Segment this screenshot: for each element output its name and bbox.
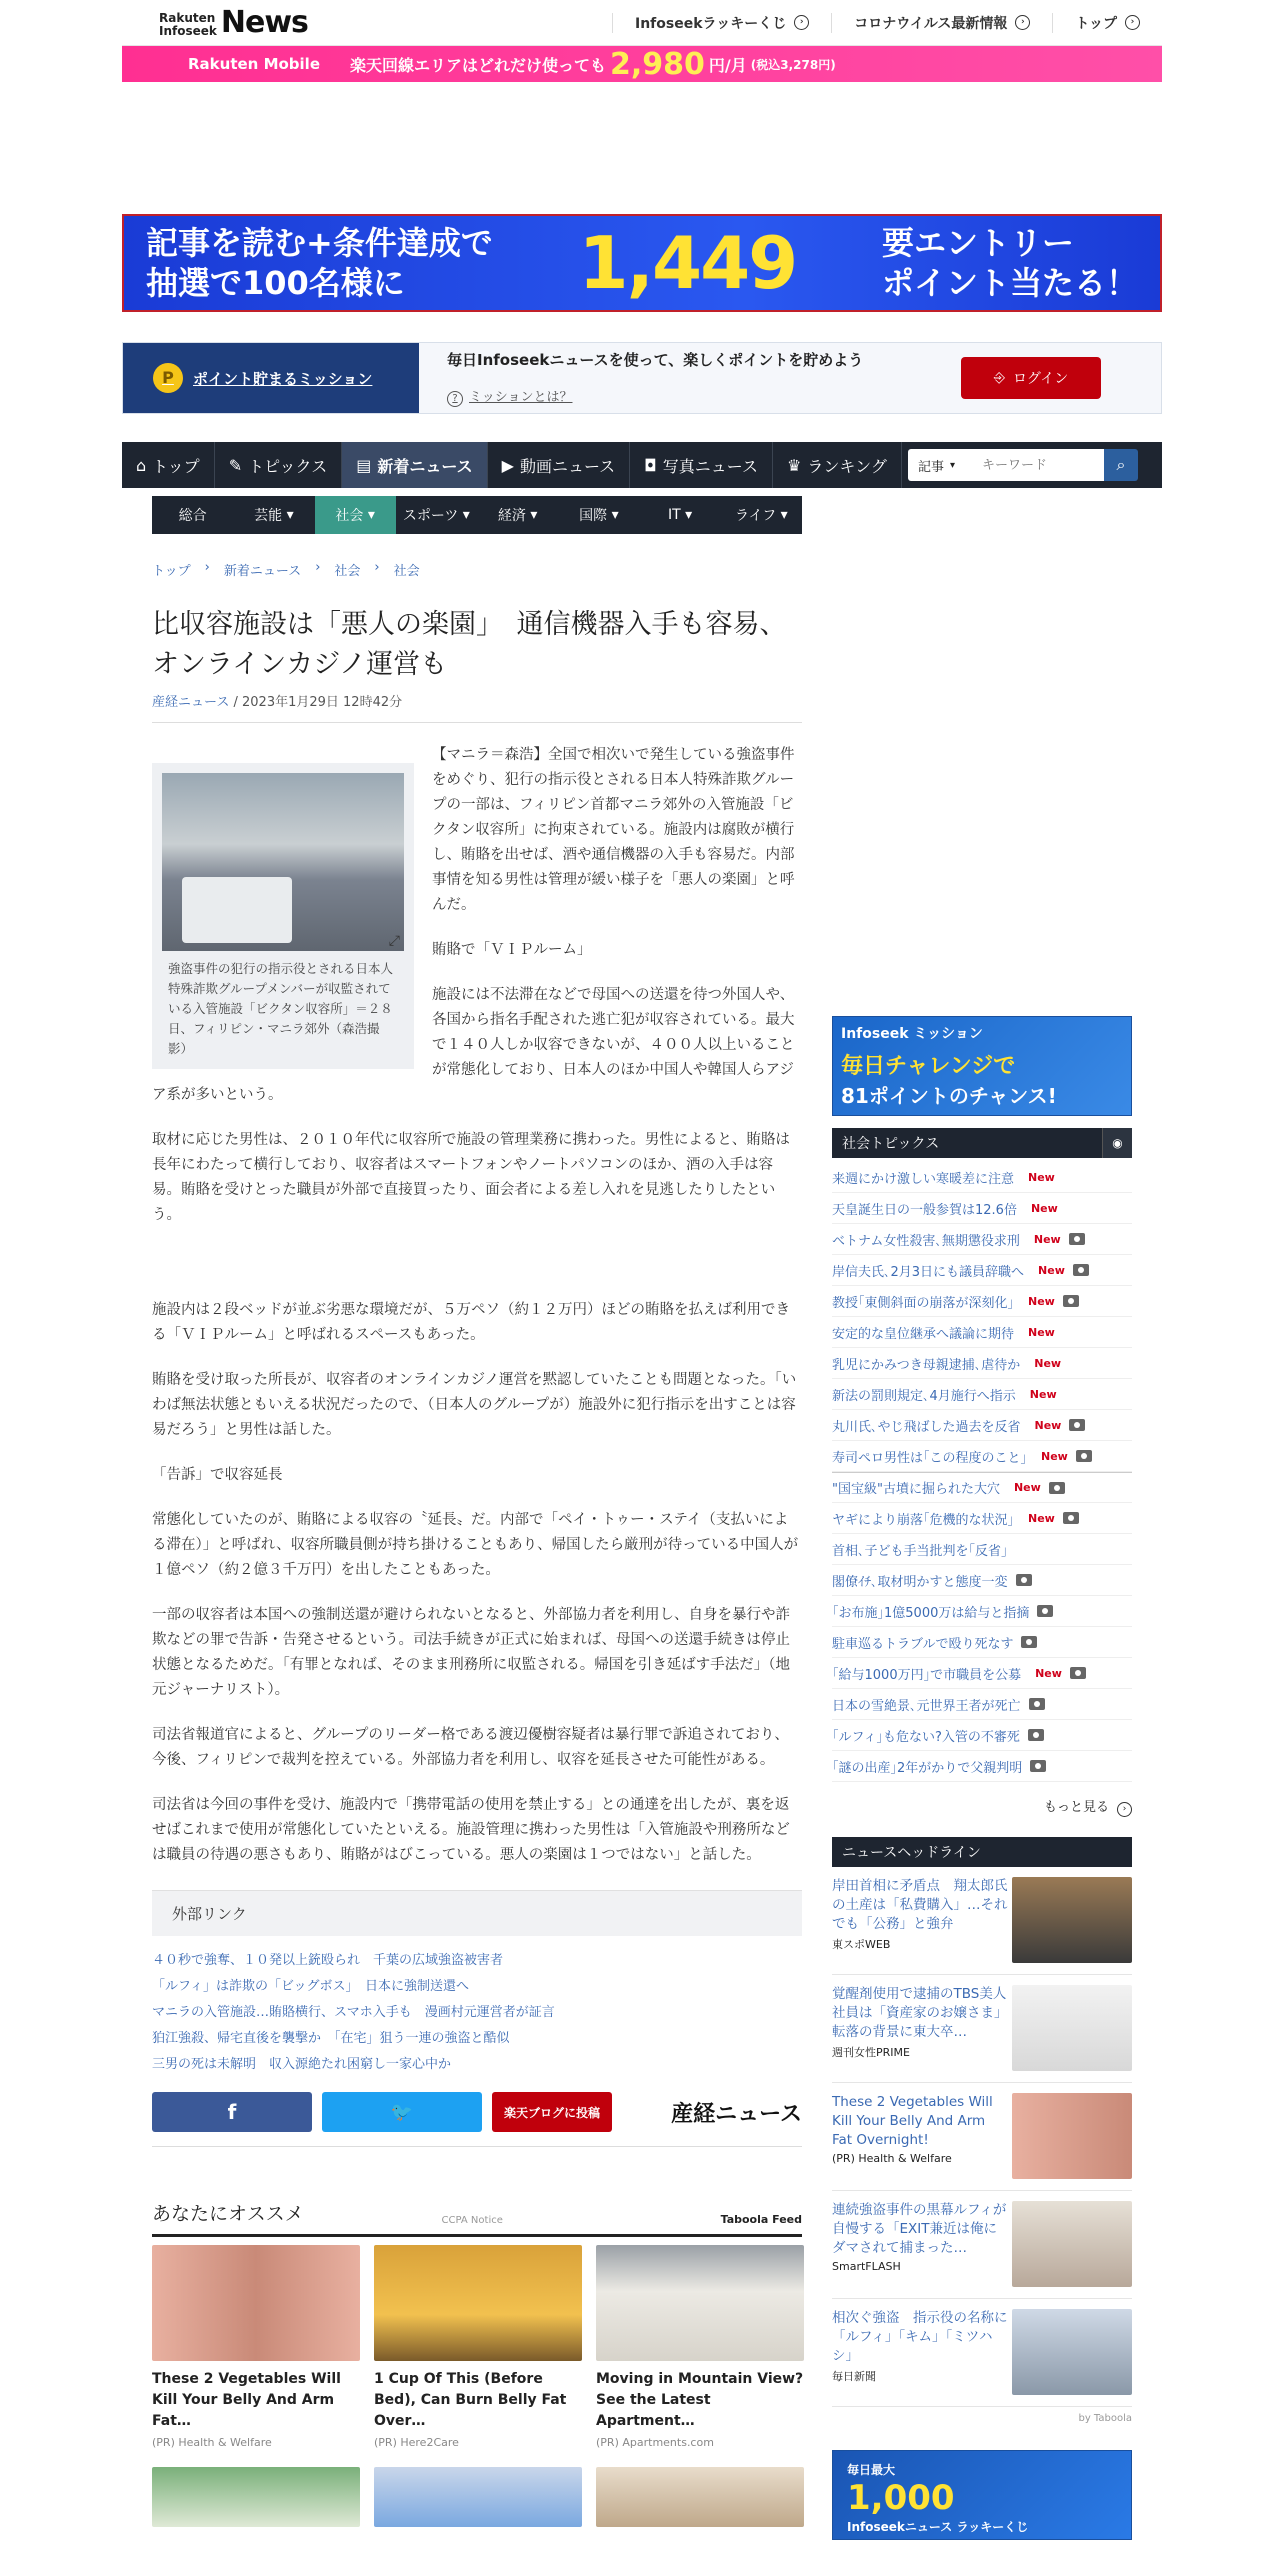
topic-label: ヤギにより崩落｢危機的な状況｣ — [832, 1512, 1015, 1528]
campaign-banner[interactable] — [122, 214, 1162, 312]
topic-item[interactable] — [832, 1286, 1132, 1317]
mission-ad[interactable] — [832, 1016, 1132, 1116]
mission-button[interactable] — [123, 343, 419, 413]
topic-item[interactable] — [832, 1503, 1132, 1534]
document-icon: ▤ — [356, 455, 372, 475]
twitter-share-button[interactable]: 🐦 — [322, 2092, 482, 2132]
topic-label: 駐車巡るトラブルで殴り死なす — [832, 1636, 1014, 1652]
page — [122, 0, 1162, 488]
camera-icon — [1076, 1450, 1092, 1462]
topic-item[interactable] — [832, 1193, 1132, 1224]
headline-title: 相次ぐ強盗 指示役の名称に「ルフィ」「キム」「ミツハシ」 — [832, 2310, 1008, 2364]
top-link-home[interactable] — [1052, 13, 1162, 33]
tab-label: スポーツ — [402, 508, 459, 524]
card-source: (PR) Here2Care — [374, 2436, 459, 2449]
mission-text: 毎日Infoseekニュースを使って、楽しくポイントを貯めよう — [447, 351, 864, 369]
divider — [152, 2146, 802, 2147]
headline-text-block — [832, 1985, 1008, 2072]
tab-economy[interactable]: 経済 ▾ — [497, 507, 538, 524]
recommend-cards — [152, 2245, 802, 2449]
top-links — [612, 13, 1162, 33]
topics-list — [832, 1158, 1132, 1782]
nav-label: トップ — [152, 456, 200, 476]
search-type-select[interactable] — [908, 449, 974, 481]
card-source: (PR) Health & Welfare — [152, 2436, 272, 2449]
mission-ad-title: Infoseek ミッション — [841, 1026, 983, 1042]
article-subheading: 賄賂で「ＶＩＰルーム」 — [432, 942, 592, 958]
sidebar — [832, 1016, 1132, 2540]
ad-brand: Rakuten Mobile — [188, 55, 320, 73]
topic-label: ｢給与1000万円｣で市職員を公募 — [832, 1667, 1022, 1683]
mission-ad-line2: 81ポイントのチャンス! — [841, 1084, 1057, 1108]
article-title: 比収容施設は「悪人の楽園」 通信機器入手も容易、オンラインカジノ運営も — [152, 609, 787, 680]
article-photo[interactable] — [152, 763, 414, 1069]
topic-label: 寿司ペロ男性は｢この程度のこと｣ — [832, 1450, 1028, 1466]
chevron-right-icon: › — [315, 560, 321, 575]
headline-text-block — [832, 1877, 1008, 1964]
headlines-list — [832, 1867, 1132, 2407]
new-badge: New — [1035, 1666, 1062, 1680]
tab-label: ライフ — [735, 508, 777, 524]
search-form — [908, 449, 1138, 481]
article-source-link[interactable]: 産経ニュース — [152, 695, 230, 710]
nav-label: 新着ニュース — [377, 456, 473, 476]
article-paragraph: 賄賂を受け取った所長が、収容者のオンラインカジノ運営を黙認していたことも問題となった。「いわば無法状態ともいえる状況だったので、（日本人のグループが）施設外に犯行指示を出すことは容易だろう」と男性は話した。 — [152, 1372, 797, 1438]
rakuten-mobile-ad[interactable] — [122, 46, 1162, 82]
more-label: もっと見る — [1043, 1800, 1109, 1815]
search-button[interactable] — [1104, 449, 1138, 481]
topic-label: 来週にかけ激しい寒暖差に注意 — [832, 1171, 1015, 1187]
headline-thumbnail — [1012, 1877, 1132, 1963]
external-link[interactable]: マニラの入管施設…賄賂横行、スマホ入手も 漫画村元運営者が証言 — [152, 2005, 555, 2020]
camera-icon — [1049, 1482, 1065, 1494]
chevron-down-icon: ▾ — [950, 459, 956, 471]
headline-item[interactable] — [832, 1867, 1132, 1975]
zoom-icon: ⤢ — [388, 933, 400, 949]
new-badge: New — [1038, 1263, 1065, 1277]
topic-label: 日本の雪絶景､元世界王者が死亡 — [832, 1698, 1021, 1714]
facebook-share-button[interactable]: f — [152, 2092, 312, 2132]
topic-item[interactable] — [832, 1224, 1132, 1255]
new-badge: New — [1029, 1387, 1057, 1401]
new-badge: New — [1034, 1418, 1062, 1432]
search-input[interactable] — [974, 449, 1104, 481]
recommend-cards-row2 — [152, 2467, 802, 2527]
mission-help-link[interactable] — [447, 378, 572, 407]
topic-item[interactable] — [832, 1534, 1132, 1565]
topic-item[interactable] — [832, 1379, 1132, 1410]
pen-icon: ✎ — [228, 455, 243, 475]
top-link-covid[interactable] — [831, 13, 1052, 33]
sankei-logo: 産経ニュース — [671, 2101, 802, 2127]
headline-text-block — [832, 2309, 1008, 2396]
topic-item[interactable] — [832, 1720, 1132, 1751]
campaign-right-text: 要エントリー ポイント当たる！ — [881, 224, 1138, 302]
tab-label: 国際 — [579, 508, 608, 524]
topic-item[interactable] — [832, 1751, 1132, 1782]
photo-caption: 強盗事件の犯行の指示役とされる日本人特殊詐欺グループメンバーが収監されている入管施設「ビクタン収容所」＝２８日、フィリピン・マニラ郊外（森浩撮影） — [168, 961, 394, 1056]
headlines-heading: ニュースヘッドライン — [842, 1845, 981, 1861]
new-badge: New — [1028, 1294, 1055, 1308]
nav-ranking[interactable] — [773, 442, 902, 488]
card-image — [152, 2245, 360, 2361]
topic-item[interactable] — [832, 1255, 1132, 1286]
headline-thumbnail — [1012, 2093, 1132, 2179]
topic-item[interactable] — [832, 1410, 1132, 1441]
top-link-label: コロナウイルス最新情報 — [854, 15, 1008, 32]
login-label: ログイン — [1012, 371, 1069, 387]
coin-icon: P — [153, 363, 183, 393]
lottery-ad[interactable] — [832, 2450, 1132, 2540]
card-title: These 2 Vegetables Will Kill Your Belly And Arm Fat… — [152, 2371, 341, 2429]
headline-item[interactable] — [832, 2191, 1132, 2299]
category-tabs — [152, 496, 802, 534]
new-badge: New — [1030, 1201, 1058, 1215]
external-link[interactable]: 三男の死は未解明 収入源絶たれ困窮し一家心中か — [152, 2057, 452, 2072]
headline-item[interactable] — [832, 2299, 1132, 2407]
home-icon: ⌂ — [136, 455, 147, 475]
tab-it[interactable]: IT ▾ — [668, 507, 693, 523]
mission-ad-line1: 毎日チャレンジで — [841, 1054, 1016, 1079]
topic-item[interactable] — [832, 1596, 1132, 1627]
campaign-left-text: 記事を読む+条件達成で 抽選で100名様に — [146, 224, 493, 302]
camera-icon — [1016, 1574, 1032, 1586]
external-links-heading: 外部リンク — [152, 1890, 802, 1936]
top-link-lottery[interactable] — [612, 13, 831, 33]
question-icon: ? — [447, 391, 463, 407]
topic-label: 首相､子ども手当批判を｢反省｣ — [832, 1543, 1008, 1559]
tab-label: 社会 — [335, 508, 364, 524]
card-image[interactable] — [596, 2467, 804, 2527]
topic-label: ｢お布施｣1億5000万は給与と指摘 — [832, 1605, 1030, 1621]
camera-icon — [1021, 1636, 1037, 1648]
topic-item[interactable] — [832, 1441, 1132, 1472]
headline-text-block — [832, 2201, 1008, 2288]
tab-general[interactable]: 総合 — [178, 508, 207, 524]
headlines-header — [832, 1837, 1132, 1867]
new-badge: New — [1028, 1511, 1055, 1525]
nav-label: 動画ニュース — [519, 456, 616, 476]
logo-big-text: News — [220, 4, 308, 40]
article-subheading: 「告訴」で収容延長 — [152, 1467, 283, 1483]
headline-source: 東スポWEB — [832, 1938, 891, 1951]
camera-icon — [1037, 1605, 1053, 1617]
breadcrumb-item[interactable]: 新着ニュース — [223, 564, 302, 579]
topic-label: ベトナム女性殺害､無期懲役求刑 — [832, 1233, 1020, 1249]
crown-icon: ♛ — [787, 455, 802, 475]
topic-item[interactable] — [832, 1348, 1132, 1379]
top-link-label: Infoseekラッキーくじ — [634, 15, 787, 32]
divider — [152, 722, 802, 723]
article-paragraph: 司法省は今回の事件を受け、施設内で「携帯電話の使用を禁止する」との通達を出したが、裏を返せばこれまで使用が常態化していたといえる。施設管理に携わった男性は「入管施設や刑務所などは職員の待遇の悪さもあり、賄賂がはびこっている。悪人の楽園は１つではない」と話した。 — [152, 1797, 790, 1863]
external-link[interactable]: ４０秒で強奪、１０発以上銃殴られ 千葉の広域強盗被害者 — [152, 1953, 504, 1968]
lottery-label: Infoseekニュース ラッキーくじ — [847, 2520, 1029, 2534]
recommend-card[interactable] — [374, 2245, 582, 2449]
external-links-list — [152, 1948, 802, 2078]
article-paragraph: 常態化していたのが、賄賂による収容の〝延長〟だ。内部で「ペイ・トゥー・ステイ（支払いによる滞在）」と呼ばれ、収容所職員側が持ち掛けることもあり、帰国したら厳刑が待っている中国人が１億ペソ（約２億３千万円）を出したこともあった。 — [152, 1512, 799, 1578]
tab-entertainment[interactable]: 芸能 ▾ — [254, 507, 294, 524]
mission-text-block — [419, 349, 961, 407]
lottery-big: 1,000 — [847, 2478, 955, 2518]
topic-item[interactable] — [832, 1627, 1132, 1658]
topic-item[interactable] — [832, 1658, 1132, 1689]
chevron-right-icon: › — [794, 15, 809, 30]
topic-label: 乳児にかみつき母親逮捕､虐待か — [832, 1357, 1021, 1373]
play-icon: ▶ — [501, 455, 514, 475]
tab-label: 芸能 — [254, 508, 283, 524]
topic-label: 岸信夫氏､2月3日にも議員辞職へ — [832, 1264, 1025, 1280]
nav-latest-news[interactable] — [342, 442, 487, 488]
headline-thumbnail — [1012, 2309, 1132, 2395]
nav-label: ランキング — [807, 456, 887, 476]
card-title: 1 Cup Of This (Before Bed), Can Burn Belly Fat Over… — [374, 2371, 567, 2429]
camera-icon — [1073, 1264, 1089, 1276]
new-badge: New — [1033, 1232, 1061, 1246]
external-link[interactable]: 狛江強殺、帰宅直後を襲撃か 「在宅」狙う一連の強盗と酷似 — [152, 2031, 510, 2046]
tab-label: 経済 — [497, 508, 526, 524]
headline-source: 毎日新聞 — [832, 2370, 876, 2383]
new-badge: New — [1034, 1356, 1062, 1370]
article-paragraph: 一部の収容者は本国への強制送還が避けられないとなると、外部協力者を利用し、自身を暴行や詐欺などの罪で告訴・告発させるという。司法手続きが正式に始まれば、母国への送還手続きは停止状態となるためだ。「有罪となれば、そのまま刑務所に収監される。帰国を引き延ばす手法だ」（地元ジャーナリスト）。 — [152, 1607, 790, 1698]
recommend-header — [152, 2199, 802, 2237]
new-badge: New — [1013, 1481, 1041, 1494]
article-date: / 2023年1月29日 12時42分 — [229, 695, 403, 710]
article-paragraph: 取材に応じた男性は、２０１０年代に収容所で施設の管理業務に携わった。男性によると、賄賂は長年にわたって横行しており、収容者はスマートフォンやノートパソコンのほか、酒の入手は容易。賄賂を受けとった職員が外部で直接買ったり、面会者による差し入れを見逃したりしたという。 — [152, 1132, 790, 1223]
new-badge: New — [1041, 1449, 1068, 1463]
nav-video-news[interactable] — [488, 442, 631, 488]
ad-text: 楽天回線エリアはどれだけ使っても — [350, 55, 607, 75]
article-paragraph: 司法省報道官によると、グループのリーダー格である渡辺優樹容疑者は暴行罪で訴追されており、今後、フィリピンで裁判を控えている。外部協力者を利用し、収容を延長させた可能性がある。 — [152, 1727, 789, 1768]
breadcrumb-item[interactable]: トップ — [152, 564, 191, 579]
top-bar — [122, 0, 1162, 46]
photo-truck-shape — [182, 877, 292, 943]
mission-help-label: ミッションとは？ — [469, 390, 573, 405]
nav-label: 写真ニュース — [662, 456, 758, 476]
top-link-label: トップ — [1075, 15, 1117, 32]
article-body — [152, 743, 802, 1868]
topic-label: ｢謎の出産｣2年がかりで父親判明 — [832, 1760, 1023, 1776]
recommend-heading: あなたにオススメ — [152, 2203, 304, 2225]
nav-topics[interactable] — [215, 442, 343, 488]
camera-icon — [1030, 1760, 1046, 1772]
chevron-right-icon: › — [1117, 1802, 1132, 1817]
topic-label: 丸川氏､やじ飛ばした過去を反省 — [832, 1419, 1021, 1435]
camera-icon — [1069, 1233, 1085, 1245]
topic-label: ｢ルフィ｣も危ない?入管の不審死 — [832, 1729, 1020, 1745]
tab-label: IT — [668, 507, 681, 523]
breadcrumb — [152, 560, 802, 579]
recommend-section — [152, 2199, 802, 2527]
headline-source: (PR) Health & Welfare — [832, 2152, 952, 2165]
topic-label: "国宝級"古墳に掘られた大穴 — [832, 1482, 1000, 1497]
article-paragraph: 【マニラ＝森浩】全国で相次いで発生している強盗事件をめぐり、犯行の指示役とされる日本人特殊詐欺グループの一部は、フィリピン首都マニラ郊外の入管施設「ビクタン収容所」に拘束されている。施設内は腐敗が横行し、賄賂を出せば、酒や通信機器の入手も容易だ。内部事情を知る男性は管理が緩い様子を「悪人の楽園」と呼んだ。 — [432, 747, 795, 913]
rakuten-blog-button[interactable]: 楽天ブログに投稿 — [492, 2092, 612, 2132]
camera-icon — [1070, 1667, 1086, 1679]
ad-space — [122, 82, 1162, 214]
camera-icon — [1063, 1295, 1079, 1307]
tab-life[interactable]: ライフ ▾ — [735, 507, 788, 524]
topic-label: 閣僚ｲﾁ､取材明かすと態度一変 — [832, 1574, 1008, 1590]
headline-item[interactable] — [832, 1975, 1132, 2083]
card-image — [374, 2245, 582, 2361]
camera-icon — [1029, 1698, 1045, 1710]
main-nav — [122, 442, 1162, 488]
ad-price: 2,980 — [610, 46, 705, 82]
site-logo[interactable] — [122, 4, 308, 40]
camera-icon: ◘ — [644, 455, 657, 475]
card-image[interactable] — [374, 2467, 582, 2527]
topic-label: 教授｢東側斜面の崩落が深刻化｣ — [832, 1295, 1015, 1311]
topic-label: 新法の罰則規定､4月施行へ指示 — [832, 1388, 1016, 1404]
article-meta — [152, 691, 802, 710]
headline-text-block — [832, 2093, 1008, 2180]
external-links — [152, 1890, 802, 2078]
headline-source: 週刊女性PRIME — [832, 2046, 910, 2059]
rss-icon[interactable]: ◉ — [1102, 1128, 1132, 1158]
new-badge: New — [1028, 1325, 1055, 1339]
breadcrumb-item[interactable]: 社会 — [393, 564, 420, 579]
topic-item[interactable] — [832, 1472, 1132, 1503]
headline-item[interactable] — [832, 2083, 1132, 2191]
by-taboola-label: by Taboola — [1078, 2413, 1132, 2424]
headline-title: 岸田首相に矛盾点 翔太郎氏の土産は「私費購入」…それでも「公務」と強弁 — [832, 1878, 1008, 1932]
search-icon: ⌕ — [1116, 455, 1126, 474]
headline-title: 覚醒剤使用で逮捕のTBS美人社員は「資産家のお嬢さま」転落の背景に東大卒… — [832, 1986, 1008, 2040]
card-image[interactable] — [152, 2467, 360, 2527]
logo-small-text: Rakuten Infoseek — [159, 10, 217, 38]
headline-source: SmartFLASH — [832, 2260, 901, 2273]
mission-bar — [122, 342, 1162, 414]
photo-image — [162, 773, 404, 951]
topic-item[interactable] — [832, 1317, 1132, 1348]
headline-title: 連続強盗事件の黒幕ルフィが自慢する「EXIT兼近は俺にダマされて捕まった… — [832, 2202, 1007, 2256]
external-link[interactable]: 「ルフィ」は詐欺の「ビッグボス」 日本に強制送還へ — [152, 1979, 469, 1994]
mission-button-label: ポイント貯まるミッション — [193, 369, 373, 388]
card-image — [596, 2245, 804, 2361]
topic-label: 安定的な皇位継承へ議論に期待 — [832, 1326, 1015, 1342]
nav-photo-news[interactable] — [630, 442, 773, 488]
tab-society[interactable]: 社会 ▾ — [315, 496, 396, 534]
chevron-right-icon: › — [374, 560, 380, 575]
nav-top[interactable] — [122, 442, 215, 488]
login-button[interactable] — [961, 357, 1101, 399]
search-type-label: 記事 — [918, 459, 945, 475]
recommend-card[interactable] — [596, 2245, 804, 2449]
topic-label: 天皇誕生日の一般参賀は12.6倍 — [832, 1202, 1017, 1218]
tab-international[interactable]: 国際 ▾ — [579, 507, 619, 524]
topic-item[interactable] — [832, 1565, 1132, 1596]
topics-header — [832, 1128, 1132, 1158]
camera-icon — [1063, 1512, 1079, 1524]
recommend-card[interactable] — [152, 2245, 360, 2449]
chevron-right-icon: › — [1125, 15, 1140, 30]
ccpa-notice-link[interactable]: CCPA Notice — [441, 2215, 503, 2226]
main-column — [152, 496, 802, 2527]
lottery-small: 毎日最大 — [847, 2463, 896, 2477]
topic-item[interactable] — [832, 1162, 1132, 1193]
topic-item[interactable] — [832, 1689, 1132, 1720]
chevron-right-icon: › — [204, 560, 210, 575]
headline-title: These 2 Vegetables Will Kill Your Belly And Arm Fat Overnight! — [832, 2094, 993, 2148]
ad-tax: (税込3,278円) — [750, 57, 836, 72]
more-link[interactable] — [832, 1796, 1132, 1817]
login-icon: ⎆ — [993, 370, 1005, 386]
card-title: Moving in Mountain View? See the Latest Apartment… — [596, 2371, 804, 2429]
taboola-feed-label: Taboola Feed — [720, 2213, 802, 2226]
breadcrumb-item[interactable]: 社会 — [334, 564, 361, 579]
headline-thumbnail — [1012, 1985, 1132, 2071]
campaign-points: 1,449 — [578, 221, 797, 305]
chevron-right-icon: › — [1015, 15, 1030, 30]
camera-icon — [1069, 1419, 1085, 1431]
article-paragraph: 施設には不法滞在などで母国への送還を待つ外国人や、各国から指名手配された逃亡犯が収容されている。最大で１４０人しか収容できないが、４００人以上いることが常態化しており、日本人のほか中国人や韓国人らアジア系が多いという。 — [152, 987, 795, 1103]
ad-unit: 円/月 — [708, 55, 747, 75]
card-source: (PR) Apartments.com — [596, 2436, 714, 2449]
new-badge: New — [1028, 1170, 1055, 1184]
topics-heading: 社会トピックス — [842, 1136, 940, 1152]
nav-label: トピックス — [248, 456, 328, 476]
headline-thumbnail — [1012, 2201, 1132, 2287]
camera-icon — [1028, 1729, 1044, 1741]
tab-sports[interactable]: スポーツ ▾ — [402, 507, 470, 524]
share-bar — [152, 2092, 802, 2132]
article-paragraph: 施設内は２段ベッドが並ぶ劣悪な環境だが、５万ペソ（約１２万円）ほどの賄賂を払えば利用できる「ＶＩＰルーム」と呼ばれるスペースもあった。 — [152, 1302, 790, 1343]
